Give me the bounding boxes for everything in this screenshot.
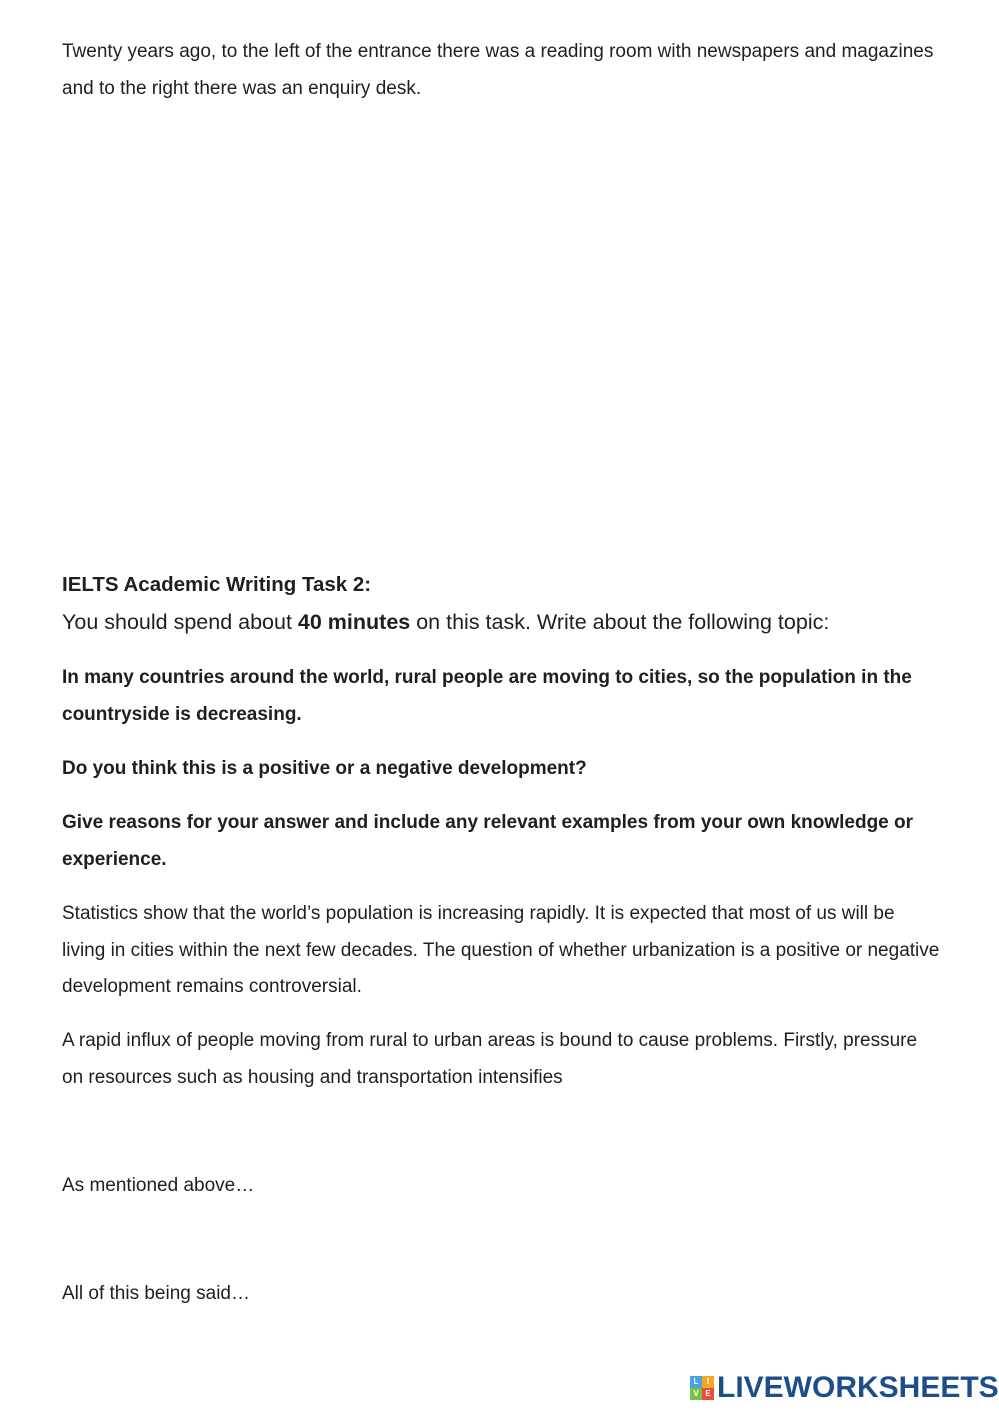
logo-block-e: E: [702, 1388, 714, 1400]
essay-paragraph-1: Statistics show that the world’s population is increasing rapidly. It is expected that most of us will be living in cities within the next few decades. The question of whether urbanization is a positive or negative development remains controversial.: [62, 903, 940, 997]
topic-statement: In many countries around the world, rural people are moving to cities, so the population in the countryside is decreasing.: [62, 667, 912, 725]
intro-paragraph: Twenty years ago, to the left of the entrance there was a reading room with newspapers and magazines and to the right there was an enquiry desk.: [62, 41, 934, 99]
instruction-pre: You should spend about: [62, 610, 298, 634]
logo-blocks-icon: [690, 1376, 714, 1400]
essay-prompt-2: All of this being said…: [62, 1283, 250, 1304]
logo-block-l: L: [690, 1376, 702, 1388]
instruction-post: on this task. Write about the following topic:: [410, 610, 830, 634]
essay-paragraph-2: A rapid influx of people moving from rural to urban areas is bound to cause problems. Firstly, pressure on resources such as housing and transportation intensifies: [62, 1030, 918, 1088]
logo-text: LIVEWORKSHEETS: [717, 1371, 999, 1404]
topic-question: Do you think this is a positive or a negative development?: [62, 758, 587, 779]
logo-block-v: V: [690, 1388, 702, 1400]
task-instruction: [62, 607, 962, 637]
logo-block-i: I: [702, 1376, 714, 1388]
task-heading: IELTS Academic Writing Task 2:: [62, 573, 372, 596]
topic-requirement: Give reasons for your answer and include any relevant examples from your own knowledge or experience.: [62, 812, 914, 870]
instruction-time: 40 minutes: [297, 610, 411, 634]
essay-prompt-1: As mentioned above…: [62, 1175, 255, 1196]
liveworksheets-logo: [690, 1372, 999, 1404]
